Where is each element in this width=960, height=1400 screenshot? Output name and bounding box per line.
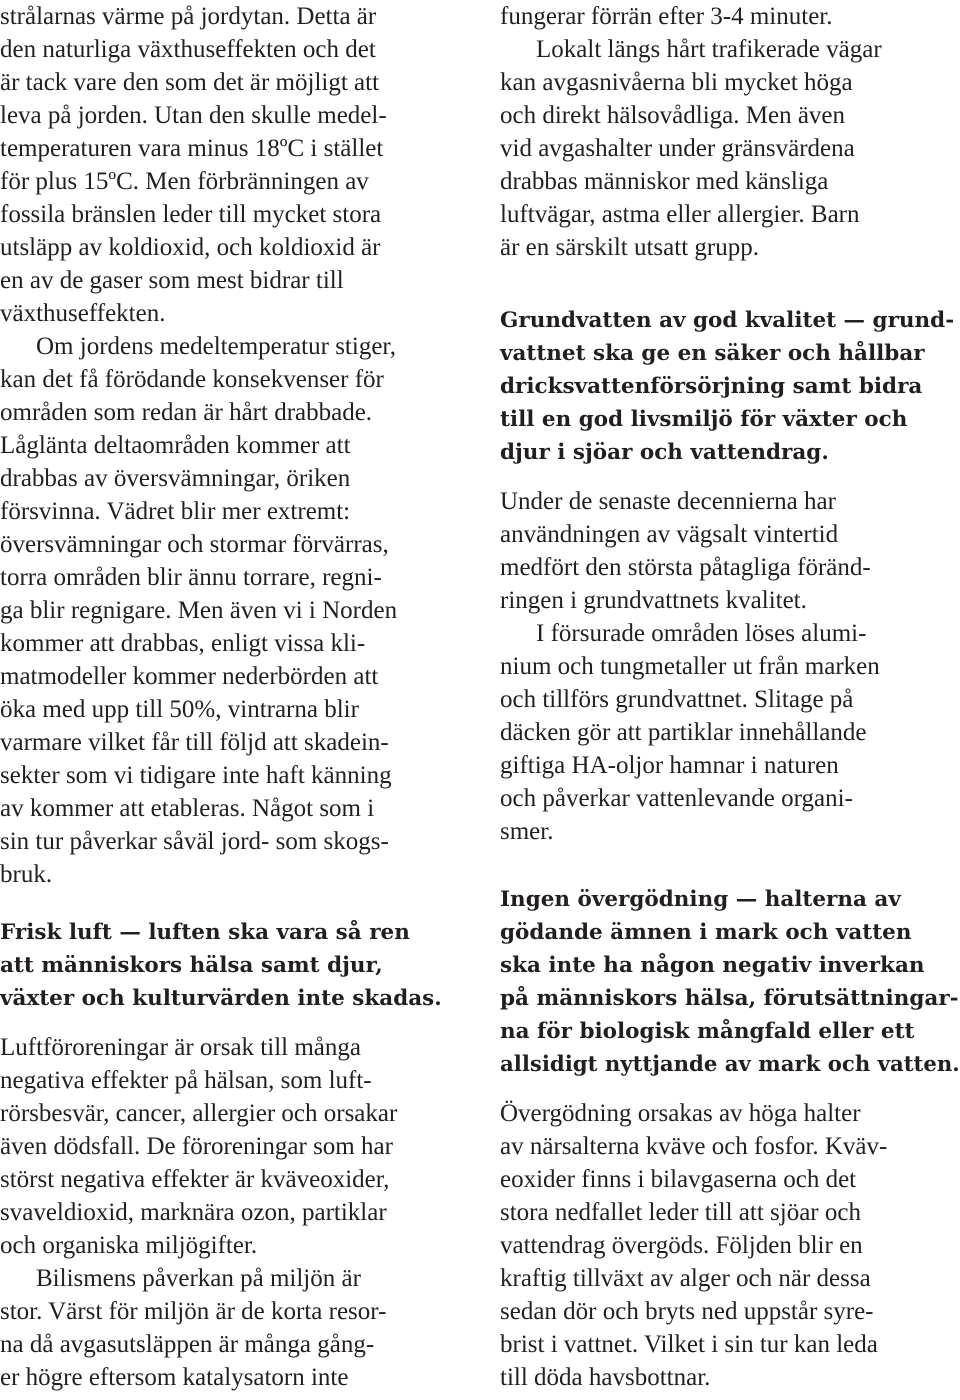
body-text-line: och direkt hälsovådliga. Men även <box>500 102 846 129</box>
body-text-line: den naturliga växthuseffekten och det <box>0 36 376 63</box>
body-text-line: varmare vilket får till följd att skadein- <box>0 729 389 756</box>
body-text-line: drabbas människor med känsliga <box>500 168 829 195</box>
body-text-line: öka med upp till 50%, vintrarna blir <box>0 696 359 723</box>
body-text-line: Under de senaste decennierna har <box>500 488 836 515</box>
body-text-line: negativa effekter på hälsan, som luft- <box>0 1067 372 1094</box>
body-text-line: och tillförs grundvattnet. Slitage på <box>500 686 854 713</box>
section-heading-line: vattnet ska ge en säker och hållbar <box>500 341 925 366</box>
body-text-line: stor. Värst för miljön är de korta resor- <box>0 1298 387 1325</box>
body-text-line: Lokalt längs hårt trafikerade vägar <box>536 36 882 63</box>
body-text-line: medfört den största påtagliga föränd- <box>500 554 871 581</box>
body-text-line: strålarnas värme på jordytan. Detta är <box>0 3 377 30</box>
body-text-line: däcken gör att partiklar innehållande <box>500 719 867 746</box>
section-heading-line: dricksvattenförsörjning samt bidra <box>500 374 923 399</box>
body-text-line: sekter som vi tidigare inte haft känning <box>0 762 392 789</box>
section-heading-line: gödande ämnen i mark och vatten <box>500 920 912 945</box>
body-text-line: och organiska miljögifter. <box>0 1232 258 1259</box>
body-text-line: svaveldioxid, marknära ozon, partiklar <box>0 1199 387 1226</box>
body-text-line: ga blir regnigare. Men även vi i Norden <box>0 597 398 624</box>
body-text-line: fungerar förrän efter 3-4 minuter. <box>500 3 833 30</box>
body-text-line: översvämningar och stormar förvärras, <box>0 531 389 558</box>
body-text-line: områden som redan är hårt drabbade. <box>0 399 373 426</box>
body-text-line: störst negativa effekter är kväveoxider, <box>0 1166 390 1193</box>
body-text-line: sedan dör och bryts ned uppstår syre- <box>500 1298 874 1325</box>
body-text-line: utsläpp av koldioxid, och koldioxid är <box>0 234 381 261</box>
body-text-line: brist i vattnet. Vilket i sin tur kan leda <box>500 1331 878 1358</box>
body-text-line: Om jordens medeltemperatur stiger, <box>36 333 396 360</box>
body-text-line: och påverkar vattenlevande organi- <box>500 785 853 812</box>
body-text-line: fossila bränslen leder till mycket stora <box>0 201 382 228</box>
section-heading-line: Grundvatten av god kvalitet — grund- <box>500 308 955 333</box>
body-text-line: stora nedfallet leder till att sjöar och <box>500 1199 861 1226</box>
body-text-line: luftvägar, astma eller allergier. Barn <box>500 201 860 228</box>
section-heading-line: allsidigt nyttjande av mark och vatten. <box>500 1052 960 1077</box>
section-heading-line: till en god livsmiljö för växter och <box>500 407 908 432</box>
body-text-line: vattendrag övergöds. Följden blir en <box>500 1232 863 1259</box>
body-text-line: temperaturen vara minus 18ºC i stället <box>0 135 384 162</box>
body-text-line: av kommer att etableras. Något som i <box>0 795 375 822</box>
body-text-line: växthuseffekten. <box>0 300 166 327</box>
body-text-line: kan det få förödande konsekvenser för <box>0 366 384 393</box>
body-text-line: kraftig tillväxt av alger och när dessa <box>500 1265 871 1292</box>
body-text-line: Övergödning orsakas av höga halter <box>500 1100 861 1127</box>
section-heading-line: att människors hälsa samt djur, <box>0 953 383 978</box>
body-text-line: rörsbesvär, cancer, allergier och orsakar <box>0 1100 398 1127</box>
section-heading-line: djur i sjöar och vattendrag. <box>500 440 829 465</box>
body-text-line: drabbas av översvämningar, öriken <box>0 465 351 492</box>
body-text-line: nium och tungmetaller ut från marken <box>500 653 880 680</box>
body-text-line: kan avgasnivåerna bli mycket höga <box>500 69 853 96</box>
section-heading-line: på människors hälsa, förutsättningar- <box>500 986 959 1011</box>
section-heading-line: na för biologisk mångfald eller ett <box>500 1019 915 1044</box>
body-text-line: bruk. <box>0 861 53 888</box>
body-text-line: försvinna. Vädret blir mer extremt: <box>0 498 351 525</box>
body-text-line: torra områden blir ännu torrare, regni- <box>0 564 382 591</box>
body-text-line: smer. <box>500 818 554 845</box>
body-text-line: användningen av vägsalt vintertid <box>500 521 839 548</box>
section-heading-line: Ingen övergödning — halterna av <box>500 887 901 912</box>
body-text-line: är tack vare den som det är möjligt att <box>0 69 380 96</box>
section-heading-line: Frisk luft — luften ska vara så ren <box>0 920 410 945</box>
body-text-line: giftiga HA-oljor hamnar i naturen <box>500 752 839 779</box>
section-heading-line: ska inte ha någon negativ inverkan <box>500 953 925 978</box>
body-text-line: är en särskilt utsatt grupp. <box>500 234 759 261</box>
body-text-line: Bilismens påverkan på miljön är <box>36 1265 361 1292</box>
body-text-line: kommer att drabbas, enligt vissa kli- <box>0 630 366 657</box>
body-text-line: sin tur påverkar såväl jord- som skogs- <box>0 828 389 855</box>
body-text-line: Luftföroreningar är orsak till många <box>0 1034 361 1061</box>
body-text-line: vid avgashalter under gränsvärdena <box>500 135 855 162</box>
body-text-line: av närsalterna kväve och fosfor. Kväv- <box>500 1133 888 1160</box>
body-text-line: ringen i grundvattnets kvalitet. <box>500 587 807 614</box>
body-text-line: för plus 15ºC. Men förbränningen av <box>0 168 369 195</box>
body-text-line: till döda havsbottnar. <box>500 1364 711 1391</box>
body-text-line: matmodeller kommer nederbörden att <box>0 663 379 690</box>
body-text-line: I försurade områden löses alumi- <box>536 620 867 647</box>
section-heading-line: växter och kulturvärden inte skadas. <box>0 986 442 1011</box>
body-text-line: eoxider finns i bilavgaserna och det <box>500 1166 857 1193</box>
body-text-line: leva på jorden. Utan den skulle medel- <box>0 102 387 129</box>
body-text-line: även dödsfall. De föroreningar som har <box>0 1133 393 1160</box>
body-text-line: na då avgasutsläppen är många gång- <box>0 1331 375 1358</box>
body-text-line: Låglänta deltaområden kommer att <box>0 432 351 459</box>
body-text-line: en av de gaser som mest bidrar till <box>0 267 344 294</box>
body-text-line: er högre eftersom katalysatorn inte <box>0 1364 349 1391</box>
